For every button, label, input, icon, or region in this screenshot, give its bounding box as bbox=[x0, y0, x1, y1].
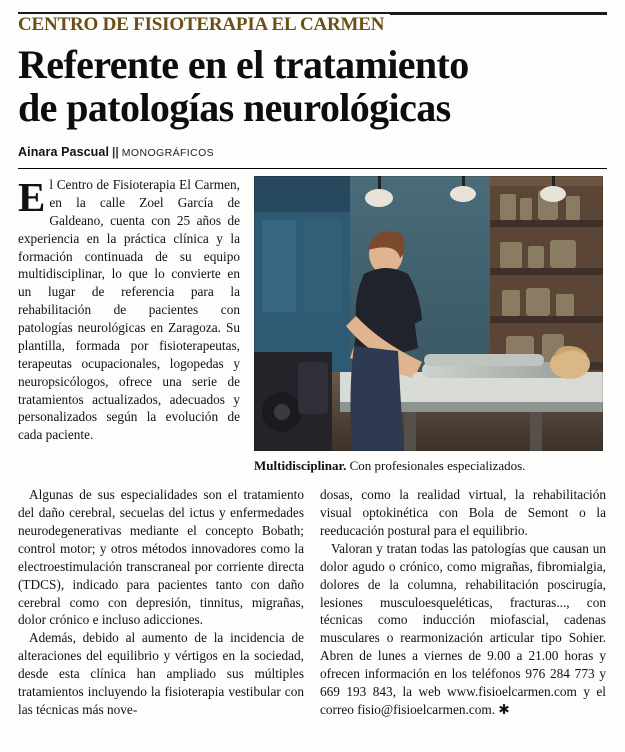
byline bbox=[18, 146, 607, 159]
headline-line-2: de patologías neurológicas bbox=[18, 84, 451, 130]
headline-line-1: Referente en el tratamiento bbox=[18, 42, 469, 87]
paragraph: Valoran y tratan todas las patologías que causan un dolor agudo o crónico, como migrañas, fibromialgia, dolores de la columna, rehabilitación poscirugía, lesiones musculoesqueléticas, fracturas..., con técnicas como inducción miofascial, cadenas musculares o rearmonización articular tipo Sohier. Abren de lunes a viernes de 9.00 a 21.00 horas y ofrecen información en los teléfonos 976 284 773 y 669 193 843, la web www.fisioelcarmen.com y el correo fisio@fisioelcarmen.com. ✱ bbox=[320, 540, 606, 717]
drop-cap: E bbox=[18, 174, 46, 221]
paragraph: Además, debido al aumento de la incidencia de alteraciones del equilibrio y vértigos en la sociedad, desde esta clínica han ampliado sus múltiples tratamientos incluyendo la fisioterapia vestibular con las técnicas más nove- bbox=[18, 630, 304, 717]
byline-rule bbox=[18, 168, 607, 169]
byline-section: MONOGRÁFICOS bbox=[121, 146, 215, 159]
paragraph: dosas, como la realidad virtual, la rehabilitación visual optokinética con Bola de Semont o la reeducación postural para el equilibrio. bbox=[320, 487, 606, 539]
article-kicker: CENTRO DE FISIOTERAPIA EL CARMEN bbox=[18, 14, 390, 36]
column-left-top bbox=[18, 176, 240, 444]
page-title bbox=[18, 44, 607, 130]
column-right-bottom bbox=[320, 486, 606, 718]
photo-illustration bbox=[254, 176, 603, 451]
photo-block bbox=[254, 176, 603, 474]
right-body-text bbox=[320, 486, 606, 718]
paragraph: Algunas de sus especialidades son el tratamiento del daño cerebral, secuelas del ictus y enfermedades neurodegenerativas mediante el concepto Bobath; control motor; y otros métodos innovadores como la electroestimulación transcraneal por corriente directa (TDCS), indicado para pacientes tanto con daño cerebral como con depresión, tinnitus, migrañas, dolor crónico e incluso adicciones. bbox=[18, 487, 304, 628]
top-area bbox=[18, 176, 607, 474]
byline-separator: || bbox=[112, 144, 119, 159]
lead-paragraph-text: l Centro de Fisioterapia El Carmen, en la calle Zoel García de Galdeano, cuenta con 25 años de experiencia en la práctica clínica y la formación continuada de su equipo multidisciplinar, lo que lo convierte en un lugar de referencia para la rehabilitación de pacientes con patologías neurológicas en Zaragoza. Su plantilla, formada por fisioterapeutas, terapeutas ocupacionales, logopedas y neuropsicólogos, ofrece una serie de tratamientos actualizados, adecuados y personalizados según la evolución de cada paciente. bbox=[18, 177, 240, 443]
photo-caption bbox=[254, 458, 603, 474]
article-photo bbox=[254, 176, 603, 451]
photo-caption-rest: Con profesionales especializados. bbox=[346, 458, 526, 474]
byline-author: Ainara Pascual bbox=[18, 144, 110, 159]
photo-caption-bold: Multidisciplinar. bbox=[254, 458, 347, 474]
left-body-text bbox=[18, 486, 304, 718]
column-left-bottom bbox=[18, 486, 304, 718]
bottom-columns bbox=[18, 486, 607, 718]
lead-text-block bbox=[18, 176, 240, 444]
kicker-bar bbox=[18, 12, 607, 38]
lead-paragraph bbox=[18, 176, 240, 444]
